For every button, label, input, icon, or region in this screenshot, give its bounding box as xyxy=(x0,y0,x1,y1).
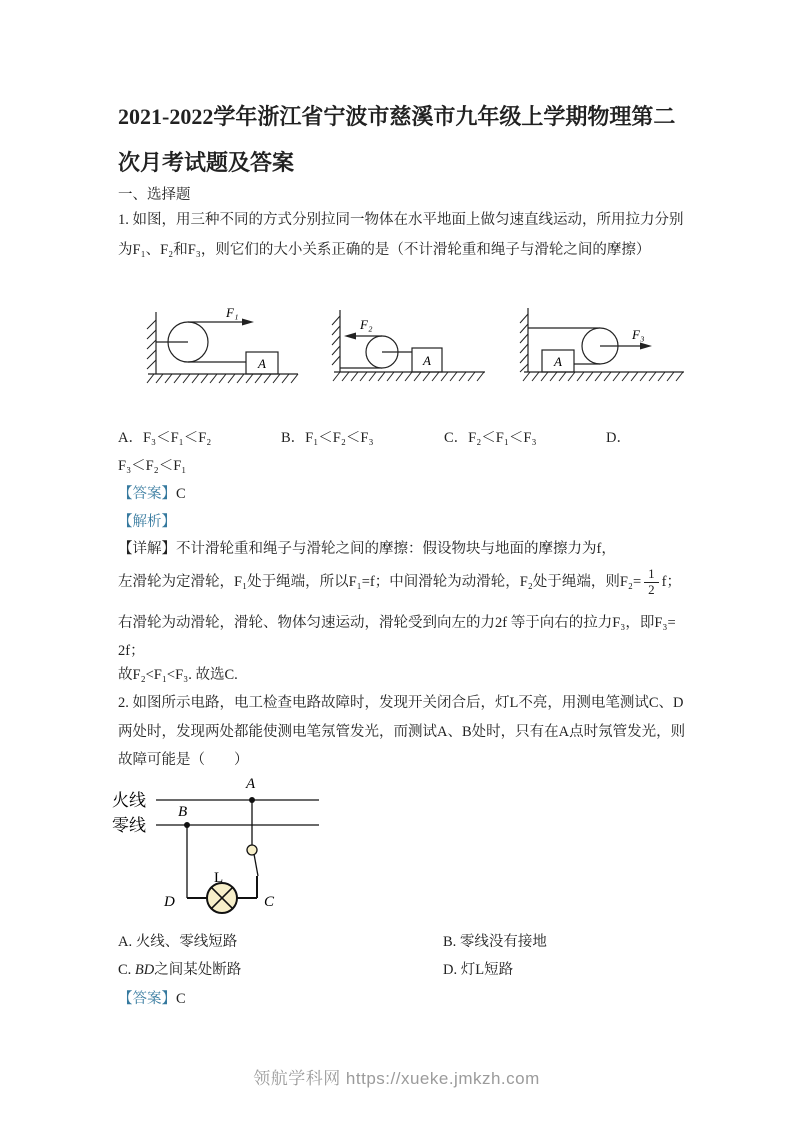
answer-marker: 【答案】 xyxy=(118,486,176,502)
block-label: A xyxy=(554,354,562,369)
q2-option-c-italic: BD xyxy=(134,962,155,978)
pulley-diagram-1 xyxy=(128,304,303,396)
node-d-label: D xyxy=(164,894,175,910)
question-2-line-3: 故障可能是（ ） xyxy=(118,752,249,768)
pulley-diagram-2 xyxy=(330,304,490,396)
question-2-text xyxy=(118,688,694,774)
answer-value: C xyxy=(176,486,186,502)
live-wire-label: 火线 xyxy=(112,791,146,810)
wall-hatch xyxy=(332,316,340,365)
q1-option-d-value: F₃＜F₂＜F₁ xyxy=(118,458,187,474)
circuit-diagram xyxy=(112,770,322,920)
node-a-label: A xyxy=(246,776,256,792)
ground-hatch xyxy=(147,374,298,383)
title-line-1: 2021-2022学年浙江省宁波市慈溪市九年级上学期物理第二 xyxy=(118,104,676,129)
wall-hatch xyxy=(147,320,156,369)
force-arrow-left xyxy=(344,333,356,340)
answer-marker: 【答案】 xyxy=(118,991,176,1007)
force-arrow-right xyxy=(640,343,652,350)
q1-explain-line-4: 2f； xyxy=(118,643,145,659)
q1-option-d-label: D． xyxy=(606,430,631,446)
force-arrow-right xyxy=(242,319,254,326)
node-b-label: B xyxy=(178,804,188,820)
switch-pivot xyxy=(247,845,257,855)
page-title xyxy=(118,94,718,186)
q2-answer-row xyxy=(118,984,186,1014)
q1-option-a: A．F₃＜F₁＜F₂ xyxy=(118,430,212,446)
q2-option-c xyxy=(118,958,241,979)
analysis-marker: 【解析】 xyxy=(118,514,176,530)
pulley-diagram-3 xyxy=(512,302,692,396)
q1-explain-line-5: 故F₂<F₁<F₃. 故选C. xyxy=(118,667,238,683)
block-label: A xyxy=(423,353,431,368)
q2-option-d: D. 灯L短路 xyxy=(443,962,514,978)
question-2-line-1: 2. 如图所示电路，电工检查电路故障时，发现开关闭合后，灯L不亮，用测电笔测试C、D xyxy=(118,695,684,711)
text-run-post: f； xyxy=(661,574,682,590)
block-label: A xyxy=(258,356,266,371)
title-line-2: 次月考试题及答案 xyxy=(118,150,295,175)
q1-option-b: B．F₁＜F₂＜F₃ xyxy=(281,430,374,446)
question-2-line-2: 两处时，发现两处都能使测电笔氖管发光，而测试A、B处时，只有在A点时氖管发光，则 xyxy=(118,723,686,740)
fraction-numerator: 1 xyxy=(644,567,659,583)
question-1-line-2: 为F₁、F₂和F₃，则它们的大小关系正确的是（不计滑轮重和绳子与滑轮之间的摩擦） xyxy=(118,242,651,258)
fraction-one-half xyxy=(644,567,659,598)
neutral-wire-label: 零线 xyxy=(112,816,146,835)
q1-explain-line-2 xyxy=(118,560,681,604)
wall-hatch xyxy=(520,314,528,372)
q1-answer-row xyxy=(118,479,186,509)
q2-option-c-rest: 之间某处断路 xyxy=(154,962,242,978)
force-label-f3: F₃ xyxy=(632,327,645,342)
text-run-pre: 左滑轮为定滑轮，F₁处于绳端，所以F₁=f；中间滑轮为动滑轮，F₂处于绳端，则F₂= xyxy=(118,574,642,590)
q1-explain-line-3: 右滑轮为动滑轮，滑轮、物体匀速运动，滑轮受到向左的力2f 等于向右的拉力F₃，即F₃= xyxy=(118,615,676,631)
lamp-label: L xyxy=(214,870,224,886)
fraction-denominator: 2 xyxy=(648,581,655,597)
switch-blade xyxy=(254,854,258,876)
q1-option-c: C．F₂＜F₁＜F₃ xyxy=(444,430,537,446)
ground-hatch xyxy=(333,372,484,381)
site-footer: 领航学科网 https://xueke.jmkzh.com xyxy=(253,1069,540,1088)
q2-option-b: B. 零线没有接地 xyxy=(443,934,547,950)
section-heading: 一、选择题 xyxy=(118,187,191,203)
question-1-text xyxy=(118,205,694,265)
answer-value: C xyxy=(176,991,186,1007)
node-c-label: C xyxy=(264,894,275,910)
q2-option-c-label: C. xyxy=(118,962,135,978)
q2-option-a: A. 火线、零线短路 xyxy=(118,934,238,950)
question-1-line-1: 1. 如图，用三种不同的方式分别拉同一物体在水平地面上做匀速直线运动，所用拉力分别 xyxy=(118,212,684,228)
q1-explain-line-1: 【详解】不计滑轮重和绳子与滑轮之间的摩擦：假设物块与地面的摩擦力为f， xyxy=(118,541,616,557)
force-label-f1: F₁ xyxy=(226,305,239,320)
force-label-f2: F₂ xyxy=(360,317,373,332)
ground-hatch xyxy=(523,372,683,381)
